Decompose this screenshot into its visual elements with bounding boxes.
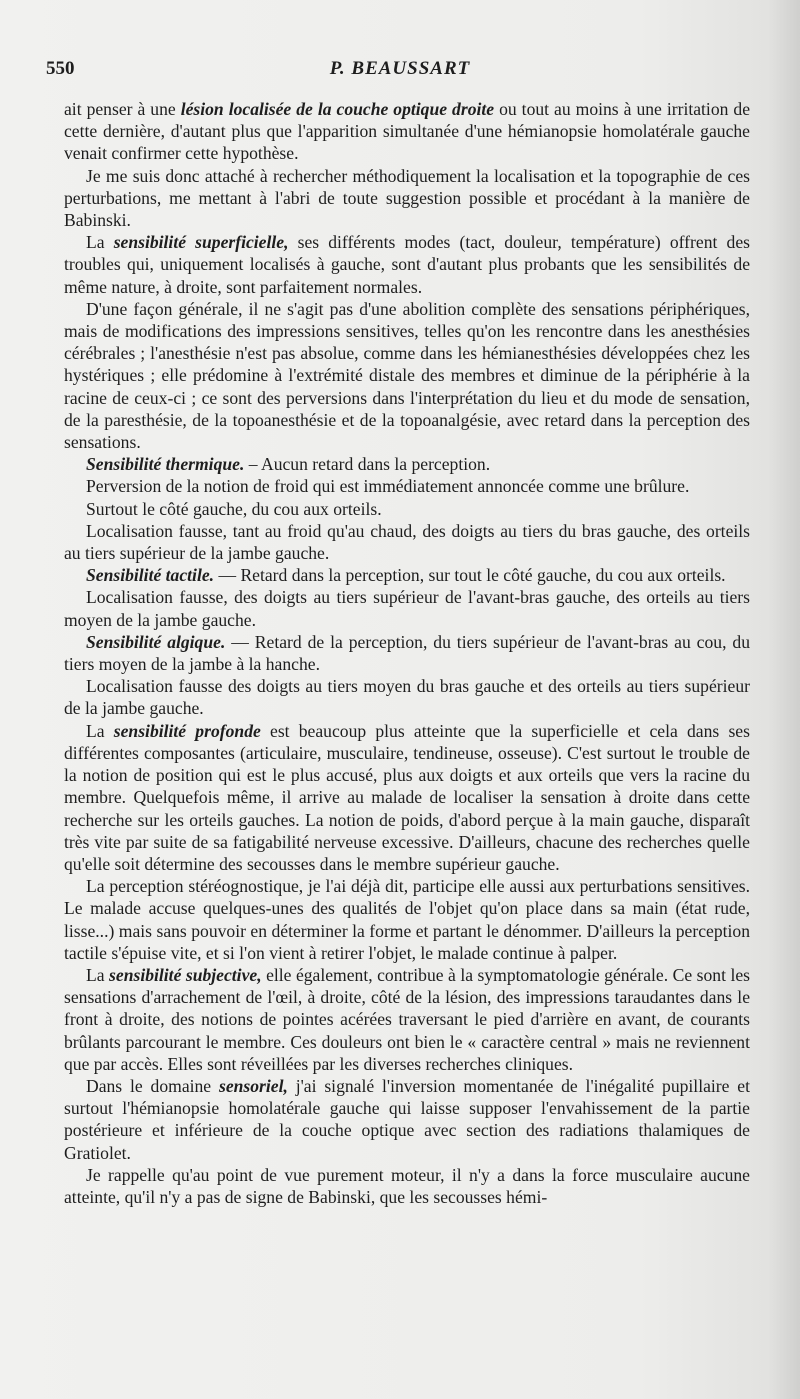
text-run: La xyxy=(86,720,114,741)
paragraph xyxy=(64,453,750,475)
text-run: D'une façon générale, il ne s'agit pas d'une abolition complète des sensations périphériques, mais de modifications des impressions sensitives, telles qu'on les rencontre dans les anesthésies cérébrales ; l'anesthésie n'est pas absolue, comme dans les hémianesthésies développées chez les hystériques ; elle prédomine à l'extrémité distale des membres et diminue de la périphérie à la racine de ceux-ci ; ce sont des perversions dans l'interprétation du lieu et du mode de sensation, de la paresthésie, de la topoanesthésie et de la topoanalgésie, avec retard dans la perception des sensations. xyxy=(64,298,750,453)
text-run: La xyxy=(86,232,114,253)
paragraph xyxy=(64,720,750,875)
paragraph xyxy=(64,875,750,964)
italic-term: Sensibilité tactile. xyxy=(86,565,215,586)
paragraph xyxy=(64,475,750,497)
paragraph xyxy=(64,1164,750,1208)
text-run: Dans le domaine xyxy=(86,1075,219,1096)
paragraph xyxy=(64,1075,750,1164)
page-header xyxy=(46,58,754,86)
text-run: ses différents modes (tact, douleur, température) offrent des troubles qui, uniquement localisés à gauche, sont d'autant plus probants que les sensibilités de même nature, à droite, sont parfaitement normales. xyxy=(64,232,750,297)
body-text xyxy=(64,98,750,1208)
running-head: P. BEAUSSART xyxy=(329,58,471,79)
text-run: La perception stéréognostique, je l'ai déjà dit, participe elle aussi aux perturbations sensitives. Le malade accuse quelques-unes des qualités de l'objet qu'on place dans sa main (état rude, lisse...) mais sans pouvoir en déterminer la forme et partant le dénommer. D'ailleurs la perception tactile s'épuise vite, et si l'on vient à retirer l'objet, le malade continue à palper. xyxy=(64,876,750,963)
italic-term: Sensibilité algique. xyxy=(86,631,226,652)
paragraph xyxy=(64,165,750,232)
text-run: j'ai signalé l'inversion momentanée de l'inégalité pupillaire et surtout l'hémianopsie homolatérale gauche qui laisse supposer l'envahissement de la partie postérieure et inférieure de la couche optique avec section des radiations thalamiques de Gratiolet. xyxy=(64,1075,750,1163)
text-run: Je rappelle qu'au point de vue purement moteur, il n'y a dans la force musculaire aucune atteinte, qu'il n'y a pas de signe de Babinski, que les secousses hémi- xyxy=(64,1164,750,1207)
paragraph xyxy=(64,520,750,564)
italic-term: sensoriel, xyxy=(218,1075,288,1096)
paragraph xyxy=(64,586,750,630)
text-run: ait penser à une xyxy=(64,99,181,119)
italic-term: lésion localisée de la couche optique droite xyxy=(180,99,495,119)
italic-term: Sensibilité thermique. xyxy=(86,454,245,475)
text-run: ou tout au moins à une irritation de cette dernière, d'autant plus que l'apparition simultanée d'une hémianopsie homolatérale gauche venait confirmer cette hypothèse. xyxy=(64,99,751,164)
paragraph xyxy=(64,631,750,675)
text-run: — Retard dans la perception, sur tout le côté gauche, du cou aux orteils. xyxy=(214,565,726,586)
text-run: est beaucoup plus atteinte que la superficielle et cela dans ses différentes composantes (articulaire, musculaire, tendineuse, osseuse). C'est surtout le trouble de la notion de position qui est le plus accusé, plus aux doigts et aux orteils que vers la racine du membre. Quelquefois même, il arrive au malade de localiser la sensation à droite dans cette recherche sur les orteils gauches. La notion de poids, d'abord perçue à la main gauche, disparaît très vite par suite de sa fatigabilité nerveuse excessive. D'ailleurs, chacune des recherches quelle qu'elle soit détermine des secousses dans le membre supérieur gauche. xyxy=(64,720,750,874)
paragraph xyxy=(64,298,750,453)
italic-term: sensibilité superficielle, xyxy=(113,232,289,253)
text-run: Localisation fausse des doigts au tiers moyen du bras gauche et des orteils au tiers supérieur de la jambe gauche. xyxy=(64,676,750,719)
paragraph xyxy=(64,675,750,719)
text-run: Je me suis donc attaché à rechercher méthodiquement la localisation et la topographie de ces perturbations, me mettant à l'abri de toute suggestion possible et procédant à la manière de Babinski. xyxy=(64,165,750,231)
text-run: Localisation fausse, des doigts au tiers supérieur de l'avant-bras gauche, des orteils au tiers moyen de la jambe gauche. xyxy=(64,587,750,630)
text-run: Perversion de la notion de froid qui est immédiatement annoncée comme une brûlure. xyxy=(86,476,690,497)
italic-term: sensibilité subjective, xyxy=(109,964,262,985)
text-run: elle également, contribue à la symptomatologie générale. Ce sont les sensations d'arrachement de l'œil, à droite, côté de la lésion, des impressions taraudantes dans le front à droite, des notions de pointes acérées traversant le pied d'arrière en avant, de courants brûlants parcourant le membre. Ces douleurs ont bien le « caractère central » mais ne reviennent que par accès. Elles sont réveillées par les diverses recherches cliniques. xyxy=(64,964,750,1074)
text-run: Surtout le côté gauche, du cou aux orteils. xyxy=(86,498,382,519)
text-run: La xyxy=(86,964,110,985)
page-number: 550 xyxy=(46,58,75,79)
paragraph xyxy=(64,98,750,165)
text-run: — Retard de la perception, du tiers supérieur de l'avant-bras au cou, du tiers moyen de la jambe à la hanche. xyxy=(64,631,750,675)
italic-term: sensibilité profonde xyxy=(113,720,261,741)
text-run: – Aucun retard dans la perception. xyxy=(244,454,491,475)
paragraph xyxy=(64,231,750,298)
paragraph xyxy=(64,964,750,1075)
paragraph xyxy=(64,564,750,586)
paragraph xyxy=(64,498,750,520)
text-run: Localisation fausse, tant au froid qu'au chaud, des doigts au tiers du bras gauche, des orteils au tiers supérieur de la jambe gauche. xyxy=(64,520,750,564)
